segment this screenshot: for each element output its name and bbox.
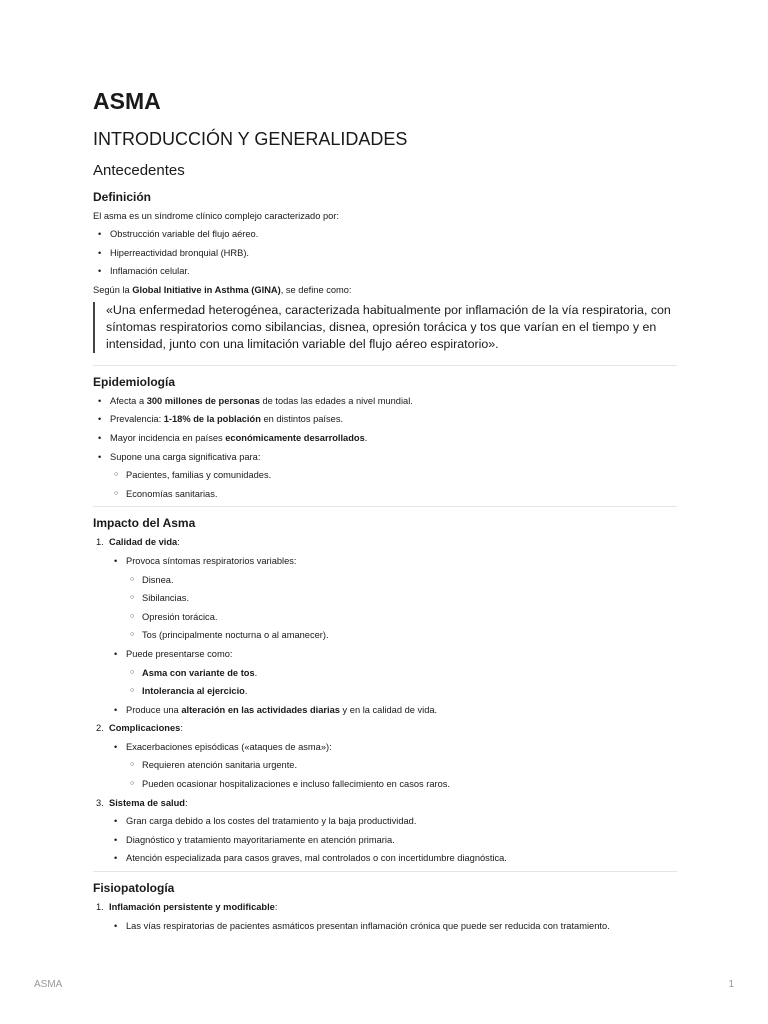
text: . (244, 686, 248, 697)
divider (93, 506, 677, 507)
heading-impacto: Impacto del Asma (93, 516, 196, 531)
text: : (177, 537, 180, 548)
sub-list-item (126, 667, 677, 679)
sub-list (126, 574, 677, 642)
text: Produce una (126, 704, 182, 715)
definicion-list (93, 228, 677, 277)
impacto-list (93, 536, 677, 864)
list-item: • Inflamación celular. (93, 265, 677, 277)
heading-fisiopatologia: Fisiopatología (93, 881, 175, 896)
numbered-item (93, 536, 677, 715)
list-item (93, 395, 677, 407)
sub-list-item: ○ Opresión torácica. (126, 611, 677, 623)
sub-list (126, 667, 677, 698)
divider (93, 365, 677, 366)
numbered-item (93, 901, 677, 932)
sub-list (109, 815, 677, 864)
bold-text: 1-18% de la población (163, 414, 261, 425)
item-number: 1. (96, 902, 104, 913)
heading-definicion: Definición (93, 190, 152, 204)
sub-list-item: ○ Disnea. (126, 574, 677, 586)
text: Afecta a (110, 395, 147, 406)
text: Exacerbaciones episódicas («ataques de asma»): (126, 741, 332, 752)
sub-list (109, 741, 677, 790)
list-item: • Diagnóstico y tratamiento mayoritariamente en atención primaria. (109, 834, 677, 846)
gina-post: , se define como: (280, 284, 352, 295)
text: : (180, 723, 183, 734)
item-number: 2. (96, 723, 104, 734)
list-item: • Atención especializada para casos graves, mal controlados o con incertidumbre diagnóstica. (109, 852, 677, 864)
text: . (254, 667, 258, 678)
gina-sentence (93, 284, 677, 296)
sub-list-item: ○ Sibilancias. (126, 592, 677, 604)
text: Provoca síntomas respiratorios variables: (126, 555, 297, 566)
bold-text: Calidad de vida (109, 537, 178, 548)
list-item (93, 413, 677, 425)
sub-list-item: ○ Requieren atención sanitaria urgente. (126, 759, 677, 771)
page-number: 1 (728, 979, 734, 990)
bold-text: Intolerancia al ejercicio (142, 686, 245, 697)
bold-text: Complicaciones (109, 723, 181, 734)
sub-list-item: ○ Pueden ocasionar hospitalizaciones e incluso fallecimiento en casos raros. (126, 778, 677, 790)
gina-name: Global Initiative in Asthma (GINA) (132, 284, 281, 295)
document-title: ASMA (93, 88, 161, 114)
list-item: • Las vías respiratorias de pacientes asmáticos presentan inflamación crónica que puede ser reducida con tratamiento. (109, 920, 677, 932)
sub-list (126, 759, 677, 790)
list-item (109, 555, 677, 641)
bold-text: alteración en las actividades diarias (181, 704, 340, 715)
text: en distintos países. (260, 414, 344, 425)
text: y en la calidad de vida. (339, 704, 438, 715)
list-item (109, 648, 677, 697)
list-item (109, 741, 677, 790)
list-item (93, 432, 677, 444)
text: Mayor incidencia en países (110, 432, 226, 443)
divider (93, 871, 677, 872)
subsection-title: Antecedentes (93, 162, 185, 179)
list-item: • Hiperreactividad bronquial (HRB). (93, 247, 677, 259)
sub-list-item: ○ Tos (principalmente nocturna o al amanecer). (126, 629, 677, 641)
document-page (93, 88, 677, 938)
sub-list (109, 920, 677, 932)
sub-list (109, 555, 677, 716)
bold-text: económicamente desarrollados (225, 432, 365, 443)
definicion-intro: El asma es un síndrome clínico complejo caracterizado por: (93, 211, 339, 221)
sub-list-item (126, 685, 677, 697)
text: de todas las edades a nivel mundial. (259, 395, 413, 406)
bold-text: Asma con variante de tos (142, 667, 255, 678)
fisiopatologia-list (93, 901, 677, 932)
text: Supone una carga significativa para: (110, 451, 261, 462)
epidemiologia-list (93, 395, 677, 500)
text: Puede presentarse como: (126, 648, 233, 659)
item-number: 1. (96, 537, 104, 548)
bold-text: Sistema de salud (109, 797, 185, 808)
bold-text: 300 millones de personas (146, 395, 260, 406)
list-item: • Gran carga debido a los costes del tratamiento y la baja productividad. (109, 815, 677, 827)
list-item (93, 451, 677, 500)
heading-epidemiologia: Epidemiología (93, 374, 176, 389)
item-number: 3. (96, 797, 104, 808)
sub-list-item: ○ Economías sanitarias. (110, 488, 677, 500)
list-item: • Obstrucción variable del flujo aéreo. (93, 228, 677, 240)
sub-list (110, 469, 677, 500)
text: . (364, 432, 368, 443)
footer-title: ASMA (34, 979, 63, 990)
bold-text: Inflamación persistente y modificable (109, 902, 275, 913)
list-item (109, 704, 677, 716)
text: Prevalencia: (110, 414, 164, 425)
gina-quote: «Una enfermedad heterogénea, caracterizada habitualmente por inflamación de la vía respiratoria, con síntomas respiratorios como sibilancias, disnea, opresión torácica y tos que varían en el tiempo y en intensidad, junto con una limitación variable del flujo aéreo espiratorio». (93, 302, 677, 353)
gina-pre: Según la (93, 284, 133, 295)
sub-list-item: ○ Pacientes, familias y comunidades. (110, 469, 677, 481)
numbered-item (93, 797, 677, 865)
section-title: INTRODUCCIÓN Y GENERALIDADES (93, 129, 408, 149)
numbered-item (93, 722, 677, 790)
text: : (274, 902, 278, 913)
text: : (184, 797, 188, 808)
